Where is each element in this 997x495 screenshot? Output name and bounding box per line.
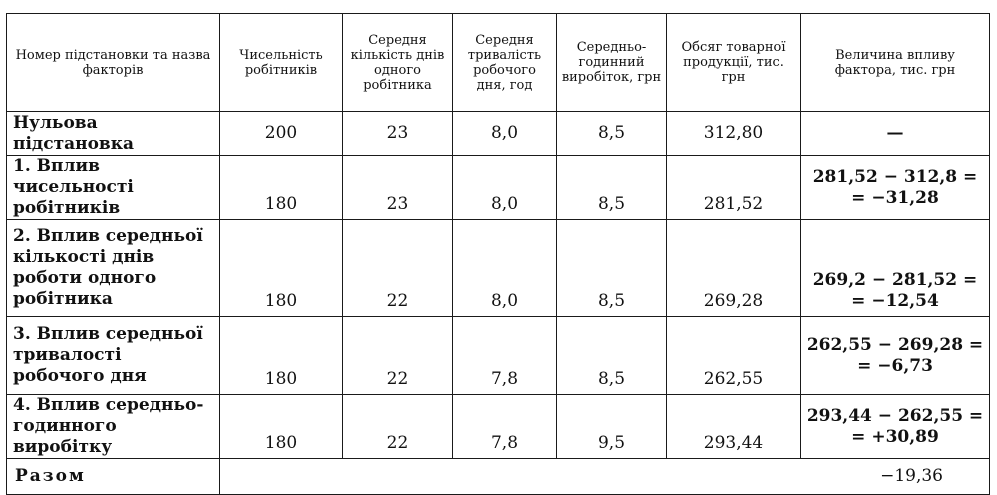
days-cell: 22 (343, 220, 453, 317)
header-workers: Чисельність робітників (220, 14, 343, 112)
header-output-per-hour: Середньо-годинний виробіток, грн (557, 14, 667, 112)
factor-analysis-table (6, 13, 990, 495)
days-cell: 22 (343, 317, 453, 395)
workers-cell: 180 (220, 156, 343, 220)
factor-cell: Нульова підстановка (7, 112, 220, 156)
table-row (7, 220, 990, 317)
header-effect: Величина впливу фактора, тис. грн (801, 14, 990, 112)
output-per-hour-cell: 8,5 (557, 220, 667, 317)
volume-cell: 281,52 (667, 156, 801, 220)
workers-cell: 180 (220, 395, 343, 459)
effect-line-1: 262,55 − 269,28 = (806, 334, 984, 355)
factor-cell: 1. Вплив чисельності робітників (7, 156, 220, 220)
hours-cell: 8,0 (453, 156, 557, 220)
total-row (7, 459, 990, 495)
output-per-hour-cell: 8,5 (557, 156, 667, 220)
effect-cell (801, 317, 990, 395)
effect-line-2: = +30,89 (851, 426, 939, 447)
effect-line-1: — (886, 123, 904, 143)
effect-line-1: 293,44 − 262,55 = (806, 405, 984, 426)
effect-cell (801, 112, 990, 156)
volume-cell: 262,55 (667, 317, 801, 395)
days-cell: 23 (343, 112, 453, 156)
effect-cell (801, 156, 990, 220)
table-row (7, 156, 990, 220)
header-factor: Номер підстановки та назва факторів (7, 14, 220, 112)
effect-line-1: 269,2 − 281,52 = (812, 270, 978, 290)
effect-line-2: = −12,54 (851, 291, 939, 311)
table-row (7, 317, 990, 395)
header-volume: Обсяг товарної продукції, тис. грн (667, 14, 801, 112)
output-per-hour-cell: 8,5 (557, 317, 667, 395)
volume-cell: 312,80 (667, 112, 801, 156)
effect-line-2: = −6,73 (857, 355, 933, 376)
header-hours: Середня тривалість робочого дня, год (453, 14, 557, 112)
header-row (7, 14, 990, 112)
days-cell: 22 (343, 395, 453, 459)
hours-cell: 8,0 (453, 220, 557, 317)
output-per-hour-cell: 8,5 (557, 112, 667, 156)
hours-cell: 7,8 (453, 395, 557, 459)
table-row (7, 112, 990, 156)
hours-cell: 7,8 (453, 317, 557, 395)
total-value: −19,36 (220, 459, 990, 495)
factor-cell: 3. Вплив середньої тривалості робочого дня (7, 317, 220, 395)
table-row (7, 395, 990, 459)
workers-cell: 200 (220, 112, 343, 156)
days-cell: 23 (343, 156, 453, 220)
effect-cell (801, 395, 990, 459)
header-days: Середня кількість днів одного робітника (343, 14, 453, 112)
effect-cell (801, 220, 990, 317)
effect-line-1: 281,52 − 312,8 = (812, 166, 978, 187)
workers-cell: 180 (220, 220, 343, 317)
factor-cell: 4. Вплив середньо-годинного виробітку (7, 395, 220, 459)
total-label: Разом (7, 459, 220, 495)
volume-cell: 269,28 (667, 220, 801, 317)
output-per-hour-cell: 9,5 (557, 395, 667, 459)
effect-line-2: = −31,28 (851, 187, 939, 208)
volume-cell: 293,44 (667, 395, 801, 459)
hours-cell: 8,0 (453, 112, 557, 156)
workers-cell: 180 (220, 317, 343, 395)
factor-cell: 2. Вплив середньої кількості днів роботи одного робітника (7, 220, 220, 317)
